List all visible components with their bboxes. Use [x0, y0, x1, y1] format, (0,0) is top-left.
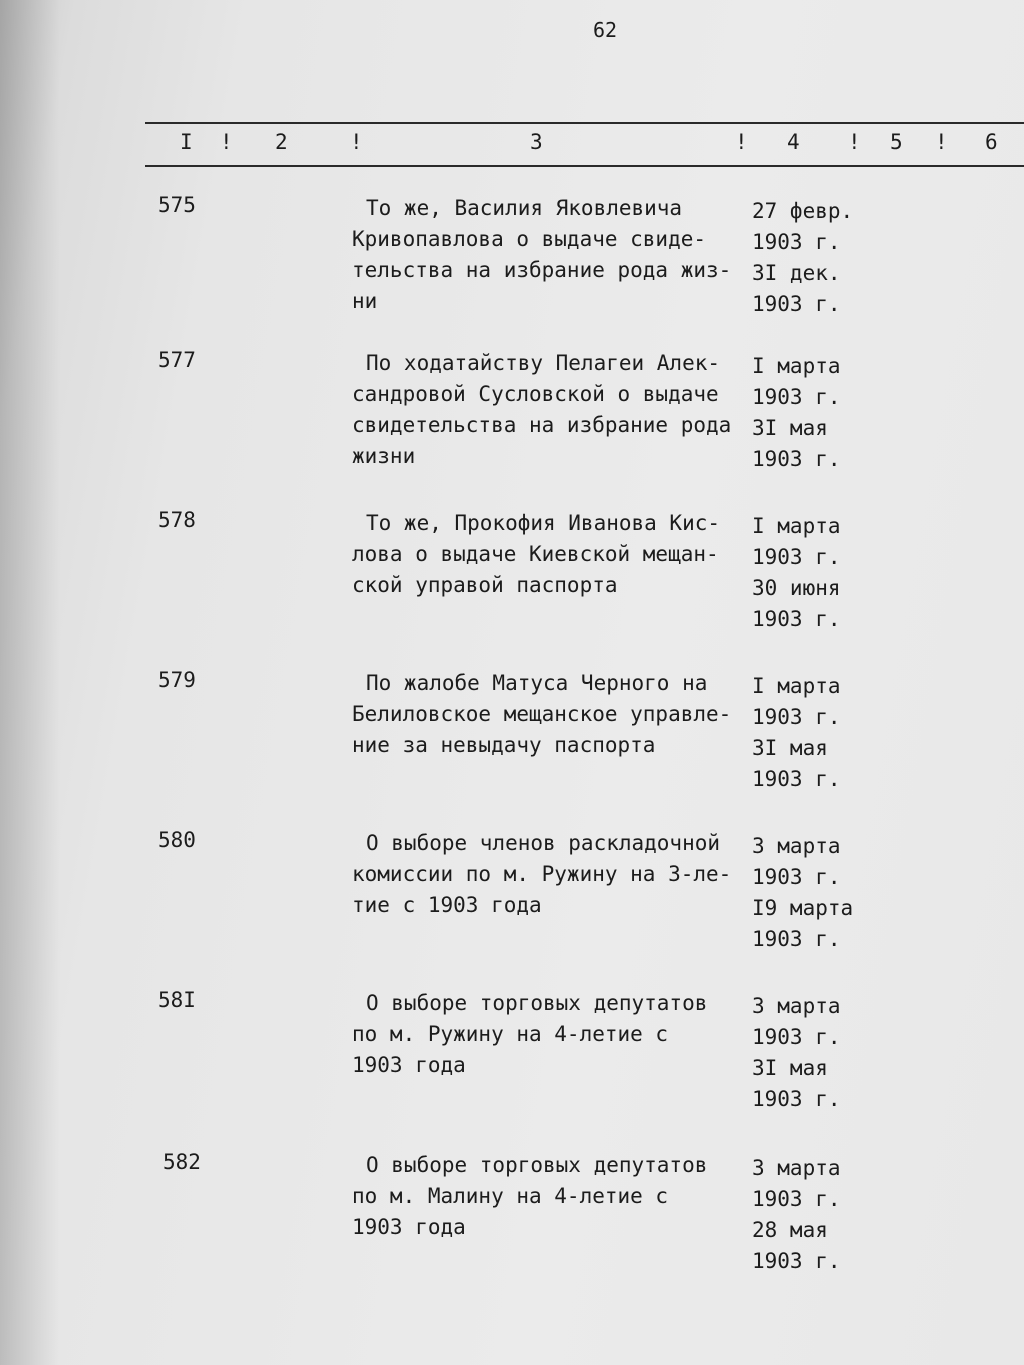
description-line: То же, Василия Яковлевича	[366, 196, 683, 220]
date-line: 28 мая	[752, 1218, 828, 1242]
record-row	[0, 193, 1024, 333]
column-separator-2: !	[350, 130, 363, 154]
description-line: ской управой паспорта	[352, 573, 618, 597]
description-line: Белиловское мещанское управле-	[352, 702, 732, 726]
date-line: 1903 г.	[752, 545, 841, 569]
record-number: 579	[158, 668, 196, 692]
date-line: I марта	[752, 674, 841, 698]
date-line: I марта	[752, 514, 841, 538]
header-rule-bottom	[145, 165, 1024, 167]
record-row	[0, 508, 1024, 648]
date-line: 1903 г.	[752, 927, 841, 951]
record-row	[0, 348, 1024, 488]
date-line: 1903 г.	[752, 767, 841, 791]
date-line: 1903 г.	[752, 230, 841, 254]
description-line: ни	[352, 289, 378, 313]
date-line: 3 марта	[752, 1156, 841, 1180]
column-separator-1: !	[220, 130, 233, 154]
page-number: 62	[592, 18, 618, 42]
record-number: 58I	[158, 988, 196, 1012]
date-line: 3 марта	[752, 834, 841, 858]
description-line: 1903 года	[352, 1053, 466, 1077]
date-line: 1903 г.	[752, 292, 841, 316]
record-dates	[752, 831, 882, 955]
date-line: 3I дек.	[752, 261, 841, 285]
description-line: 1903 года	[352, 1215, 466, 1239]
record-number: 577	[158, 348, 196, 372]
column-header-4: 4	[787, 130, 800, 154]
date-line: 1903 г.	[752, 607, 841, 631]
record-description	[352, 193, 752, 317]
column-header-6: 6	[985, 130, 998, 154]
date-line: 1903 г.	[752, 1187, 841, 1211]
description-line: по м. Ружину на 4-летие с	[352, 1022, 669, 1046]
record-number: 582	[163, 1150, 201, 1174]
record-description	[352, 828, 752, 921]
date-line: I марта	[752, 354, 841, 378]
date-line: 1903 г.	[752, 1087, 841, 1111]
record-number: 580	[158, 828, 196, 852]
date-line: 27 февр.	[752, 199, 854, 223]
record-row	[0, 668, 1024, 808]
date-line: 3 марта	[752, 994, 841, 1018]
date-line: 1903 г.	[752, 1025, 841, 1049]
date-line: 3I мая	[752, 736, 828, 760]
header-rule-top	[145, 122, 1024, 124]
date-line: 1903 г.	[752, 447, 841, 471]
record-description	[352, 988, 752, 1081]
description-line: Кривопавлова о выдаче свиде-	[352, 227, 707, 251]
date-line: 3I мая	[752, 416, 828, 440]
description-line: О выборе торговых депутатов	[366, 991, 708, 1015]
record-number: 578	[158, 508, 196, 532]
record-description	[352, 348, 752, 472]
column-header-3: 3	[530, 130, 543, 154]
record-dates	[752, 351, 882, 475]
record-description	[352, 1150, 752, 1243]
record-row	[0, 1150, 1024, 1290]
column-header-5: 5	[890, 130, 903, 154]
description-line: сандровой Сусловской о выдаче	[352, 382, 719, 406]
description-line: ние за невыдачу паспорта	[352, 733, 656, 757]
description-line: по м. Малину на 4-летие с	[352, 1184, 669, 1208]
description-line: тие с 1903 года	[352, 893, 542, 917]
date-line: 1903 г.	[752, 865, 841, 889]
description-line: То же, Прокофия Иванова Кис-	[366, 511, 721, 535]
record-row	[0, 828, 1024, 968]
record-dates	[752, 671, 882, 795]
record-dates	[752, 196, 882, 320]
column-header-1: I	[180, 130, 193, 154]
record-dates	[752, 1153, 882, 1277]
description-line: свидетельства на избрание рода	[352, 413, 732, 437]
column-separator-3: !	[735, 130, 748, 154]
date-line: 1903 г.	[752, 1249, 841, 1273]
record-dates	[752, 991, 882, 1115]
record-description	[352, 668, 752, 761]
description-line: О выборе торговых депутатов	[366, 1153, 708, 1177]
description-line: лова о выдаче Киевской мещан-	[352, 542, 719, 566]
record-description	[352, 508, 752, 601]
date-line: 30 июня	[752, 576, 841, 600]
date-line: 3I мая	[752, 1056, 828, 1080]
column-header-2: 2	[275, 130, 288, 154]
record-number: 575	[158, 193, 196, 217]
date-line: 1903 г.	[752, 705, 841, 729]
column-separator-4: !	[848, 130, 861, 154]
description-line: По ходатайству Пелагеи Алек-	[366, 351, 721, 375]
record-row	[0, 988, 1024, 1128]
description-line: По жалобе Матуса Черного на	[366, 671, 708, 695]
description-line: тельства на избрание рода жиз-	[352, 258, 732, 282]
record-dates	[752, 511, 882, 635]
date-line: I9 марта	[752, 896, 854, 920]
date-line: 1903 г.	[752, 385, 841, 409]
description-line: жизни	[352, 444, 416, 468]
description-line: О выборе членов раскладочной	[366, 831, 721, 855]
description-line: комиссии по м. Ружину на 3-ле-	[352, 862, 732, 886]
column-separator-5: !	[935, 130, 948, 154]
